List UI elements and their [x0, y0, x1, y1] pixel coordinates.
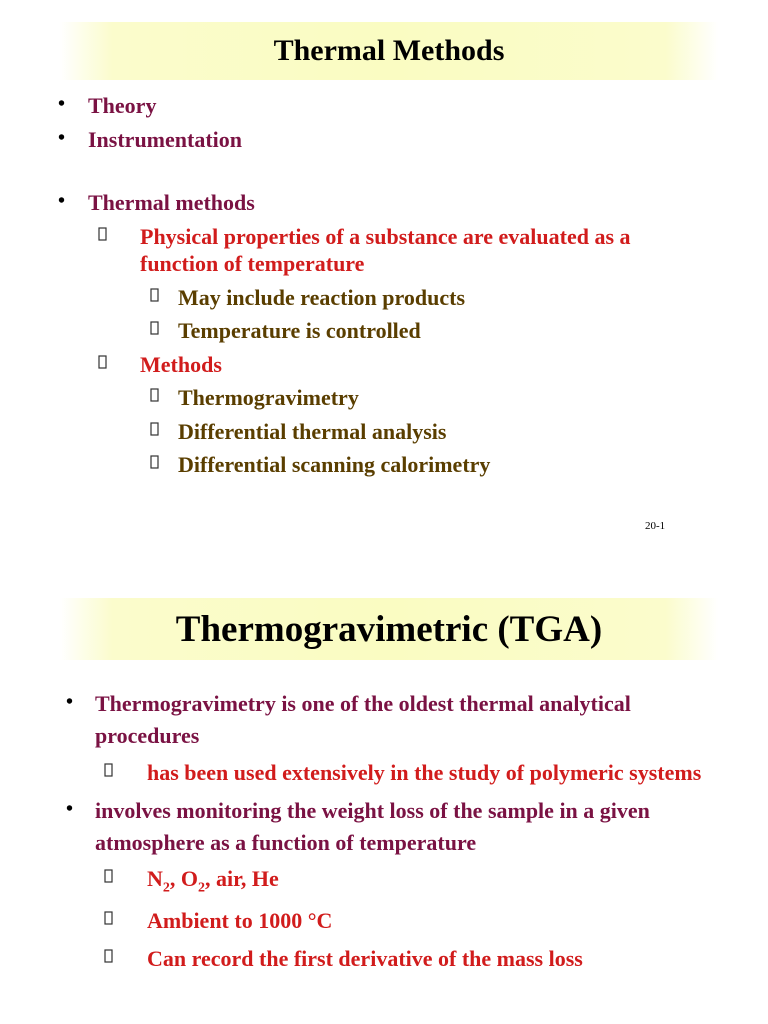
outlined-square-icon [150, 288, 159, 302]
bullet-theory [0, 92, 768, 120]
sub-bullet-text: Physical properties of a substance are evaluated as a function of temperature [140, 223, 631, 276]
outlined-square-icon [98, 355, 107, 369]
page-number: 20-1 [645, 520, 666, 532]
bullet-list [0, 92, 768, 485]
outlined-square-icon [104, 869, 113, 883]
sub-sub-bullet [0, 317, 768, 345]
bullet-thermal-methods [0, 189, 768, 217]
bullet-dot-icon: • [66, 691, 74, 713]
sub-sub-bullet-text: Thermogravimetry [178, 385, 359, 410]
gas-rest: , air, He [205, 866, 279, 892]
bullet-dot-icon: • [66, 797, 74, 820]
sub-bullet-text: Methods [140, 351, 222, 377]
sub-bullet-gases [0, 863, 727, 899]
bullet-text: Thermogravimetry is one of the oldest thermal analytical procedures [95, 691, 631, 748]
sub-bullet-temperature-range [0, 905, 727, 937]
outlined-square-icon [104, 763, 113, 777]
sub-bullet-polymeric [0, 757, 727, 789]
bullet-text: Theory [88, 93, 157, 118]
bullet-text: Thermal methods [88, 190, 255, 215]
bullet-text: Instrumentation [88, 126, 243, 152]
gas-list [147, 866, 279, 896]
outlined-square-icon [98, 227, 107, 241]
sub-sub-bullet-text: Differential thermal analysis [178, 418, 447, 444]
sub-sub-bullet-text: Temperature is controlled [178, 318, 421, 343]
bullet-dot-icon: • [58, 126, 66, 149]
bullet-dot-icon: • [58, 93, 66, 115]
bullet-list [0, 688, 768, 981]
outlined-square-icon [150, 321, 159, 335]
subscript: 2 [198, 880, 206, 896]
sub-bullet-physical-properties [0, 223, 700, 278]
sub-sub-bullet-text: May include reaction products [178, 284, 466, 310]
subscript: 2 [162, 880, 170, 896]
bullet-text: involves monitoring the weight loss of the sample in a given atmosphere as a function of temperature [95, 797, 650, 855]
sub-bullet-text: has been used extensively in the study of polymeric systems [147, 759, 702, 785]
sub-sub-bullet [0, 384, 768, 412]
slide-title: Thermogravimetric (TGA) [60, 598, 718, 660]
gas-n: N [147, 866, 163, 892]
bullet-instrumentation [0, 126, 768, 154]
outlined-square-icon [150, 422, 159, 436]
bullet-dot-icon: • [58, 190, 66, 212]
outlined-square-icon [104, 949, 113, 963]
slide-title: Thermal Methods [60, 22, 718, 80]
outlined-square-icon [150, 455, 159, 469]
sub-bullet-text: Can record the first derivative of the mass loss [147, 946, 583, 972]
sub-bullet-methods [0, 351, 700, 379]
bullet-oldest-procedure [0, 688, 695, 752]
sub-sub-bullet [0, 284, 768, 312]
outlined-square-icon [104, 911, 113, 925]
sub-sub-bullet [0, 418, 768, 446]
sub-sub-bullet [0, 451, 768, 479]
outlined-square-icon [150, 388, 159, 402]
sub-bullet-derivative [0, 943, 727, 975]
sub-sub-bullet-text: Differential scanning calorimetry [178, 452, 491, 477]
slide-tga [0, 560, 768, 1024]
sub-bullet-text: Ambient to 1000 °C [147, 908, 333, 934]
bullet-weight-loss [0, 795, 695, 859]
gas-o: , O [169, 866, 199, 892]
